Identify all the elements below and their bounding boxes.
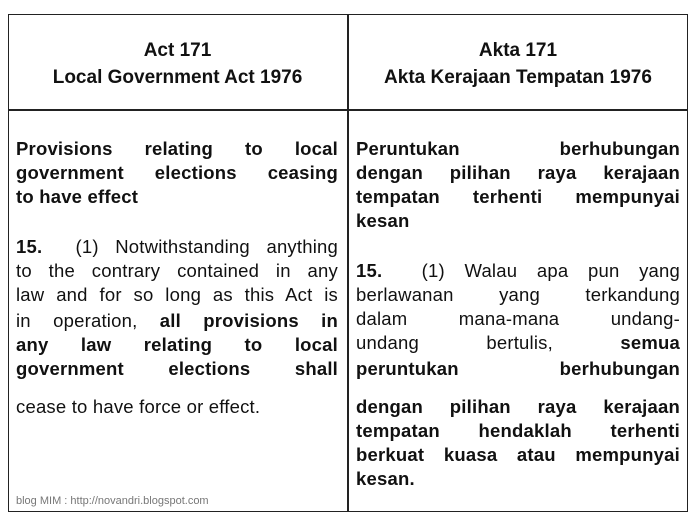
bold-text: dengan pilihan raya kerajaan	[356, 162, 680, 183]
text: cease to have force or effect.	[16, 396, 261, 417]
text-line	[16, 358, 338, 380]
text-line	[356, 284, 680, 306]
text-line	[356, 260, 680, 282]
bold-text: government elections shall	[16, 358, 338, 379]
text-line	[356, 186, 680, 208]
bold-text: tempatan hendaklah terhenti	[356, 420, 680, 441]
header-english	[8, 37, 347, 91]
text: berlawanan yang terkandung	[356, 284, 680, 305]
bold-text: 15.	[356, 260, 383, 281]
text-line	[16, 138, 338, 160]
act-title: Local Government Act 1976	[52, 67, 303, 88]
bold-text: kesan.	[356, 468, 415, 489]
bold-text: semua	[620, 332, 680, 353]
text: in operation,	[16, 310, 160, 331]
text-line	[356, 138, 680, 160]
text-line	[16, 334, 338, 356]
text-line	[356, 308, 680, 330]
text-line	[356, 396, 680, 418]
bold-text: Provisions relating to local	[16, 138, 338, 159]
text: law and for so long as this Act is	[16, 284, 338, 305]
bold-text: any law relating to local	[16, 334, 338, 355]
text-line	[356, 468, 680, 490]
blog-watermark: blog MIM : http://novandri.blogspot.com	[16, 495, 209, 507]
bold-text: berkuat kuasa atau mempunyai	[356, 444, 680, 465]
akta-title: Akta Kerajaan Tempatan 1976	[384, 67, 652, 88]
text-line	[16, 284, 338, 306]
text-line	[356, 444, 680, 466]
text-line	[356, 332, 680, 354]
text-line	[16, 396, 338, 418]
akta-number: Akta 171	[478, 40, 558, 61]
bold-text: tempatan terhenti mempunyai	[356, 186, 680, 207]
text: (1) Walau apa pun yang	[382, 260, 680, 281]
text-line	[356, 420, 680, 442]
text-line	[16, 310, 338, 332]
bold-text: 15.	[16, 236, 43, 257]
bold-text: Peruntukan berhubungan	[356, 138, 680, 159]
text-line	[16, 186, 338, 208]
bold-text: government elections ceasing	[16, 162, 338, 183]
bold-text: to have effect	[16, 186, 139, 207]
text-line	[16, 162, 338, 184]
bold-text: all provisions in	[159, 310, 338, 331]
text: to the contrary contained in any	[16, 260, 338, 281]
text-line	[356, 162, 680, 184]
bold-text: peruntukan berhubungan	[356, 358, 680, 379]
text: undang bertulis,	[356, 332, 621, 353]
header-malay	[348, 37, 688, 91]
bold-text: dengan pilihan raya kerajaan	[356, 396, 680, 417]
text-line	[356, 210, 680, 232]
act-number: Act 171	[143, 40, 212, 61]
text-line	[356, 358, 680, 380]
text-line	[16, 260, 338, 282]
text: (1) Notwithstanding anything	[42, 236, 338, 257]
text-line	[16, 236, 338, 258]
text: dalam mana-mana undang-	[356, 308, 680, 329]
bold-text: kesan	[356, 210, 410, 231]
